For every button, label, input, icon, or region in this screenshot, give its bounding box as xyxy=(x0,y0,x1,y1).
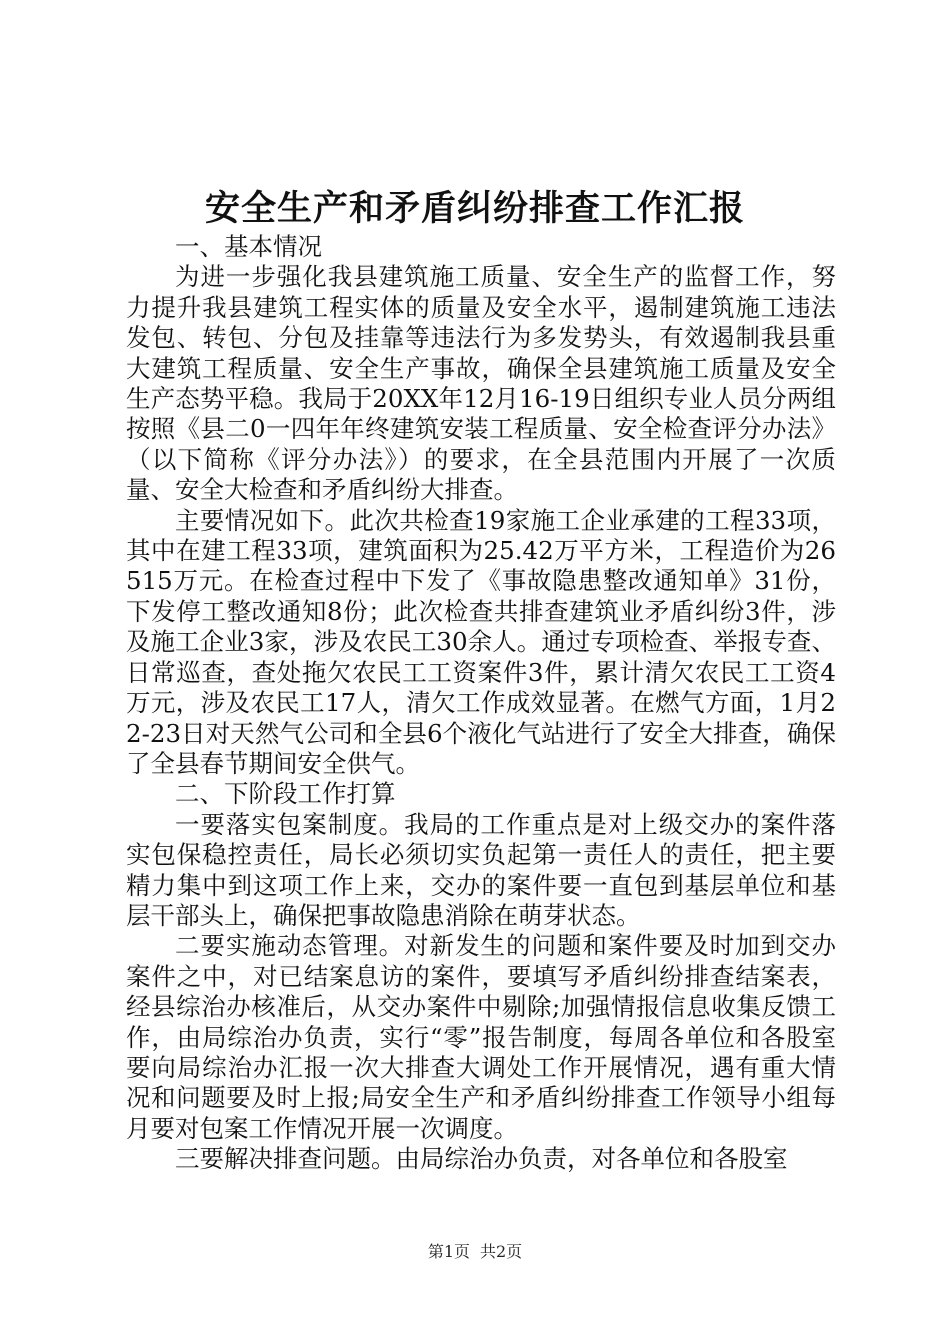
page-footer xyxy=(0,1242,950,1262)
page-total: 共2页 xyxy=(480,1242,523,1261)
paragraph-plan-one: 一要落实包案制度。我局的工作重点是对上级交办的案件落实包保稳控责任，局长必须切实负起第一责任人的责任，把主要精力集中到这项工作上来，交办的案件要一直包到基层单位和基层干部头上，确保把事故隐患消除在萌芽状态。 xyxy=(126,809,836,930)
paragraph-main-situation: 主要情况如下。此次共检查19家施工企业承建的工程33项，其中在建工程33项，建筑面积为25.42万平方米，工程造价为26515万元。在检查过程中下发了《事故隐患整改通知单》31份，下发停工整改通知8份；此次检查共排查建筑业矛盾纠纷3件，涉及施工企业3家，涉及农民工30余人。通过专项检查、举报专查、日常巡查，查处拖欠农民工工资案件3件，累计清欠农民工工资4万元，涉及农民工17人，清欠工作成效显著。在燃气方面，1月22-23日对天然气公司和全县6个液化气站进行了安全大排查，确保了全县春节期间安全供气。 xyxy=(126,505,836,778)
document-title: 安全生产和矛盾纠纷排查工作汇报 xyxy=(204,188,745,229)
section-heading-basic: 一、基本情况 xyxy=(175,232,322,261)
paragraph-plan-three: 三要解决排查问题。由局综治办负责，对各单位和各股室 xyxy=(175,1144,788,1174)
paragraph-overview: 为进一步强化我县建筑施工质量、安全生产的监督工作，努力提升我县建筑工程实体的质量及安全水平，遏制建筑施工违法发包、转包、分包及挂靠等违法行为多发势头，有效遏制我县重大建筑工程质量、安全生产事故，确保全县建筑施工质量及安全生产态势平稳。我局于20XX年12月16-19日组织专业人员分两组按照《县二0一四年年终建筑安装工程质量、安全检查评分办法》（以下简称《评分办法》）的要求，在全县范围内开展了一次质量、安全大检查和矛盾纠纷大排查。 xyxy=(126,262,836,505)
section-heading-plan: 二、下阶段工作打算 xyxy=(175,779,396,809)
document-body xyxy=(126,232,836,1175)
page-number: 第1页 xyxy=(427,1242,470,1261)
paragraph-plan-two: 二要实施动态管理。对新发生的问题和案件要及时加到交办案件之中，对已结案息访的案件，要填写矛盾纠纷排查结案表，经县综治办核准后，从交办案件中剔除;加强情报信息收集反馈工作，由局综治办负责，实行“零”报告制度，每周各单位和各股室要向局综治办汇报一次大排查大调处工作开展情况，遇有重大情况和问题要及时上报;局安全生产和矛盾纠纷排查工作领导小组每月要对包案工作情况开展一次调度。 xyxy=(126,931,836,1143)
